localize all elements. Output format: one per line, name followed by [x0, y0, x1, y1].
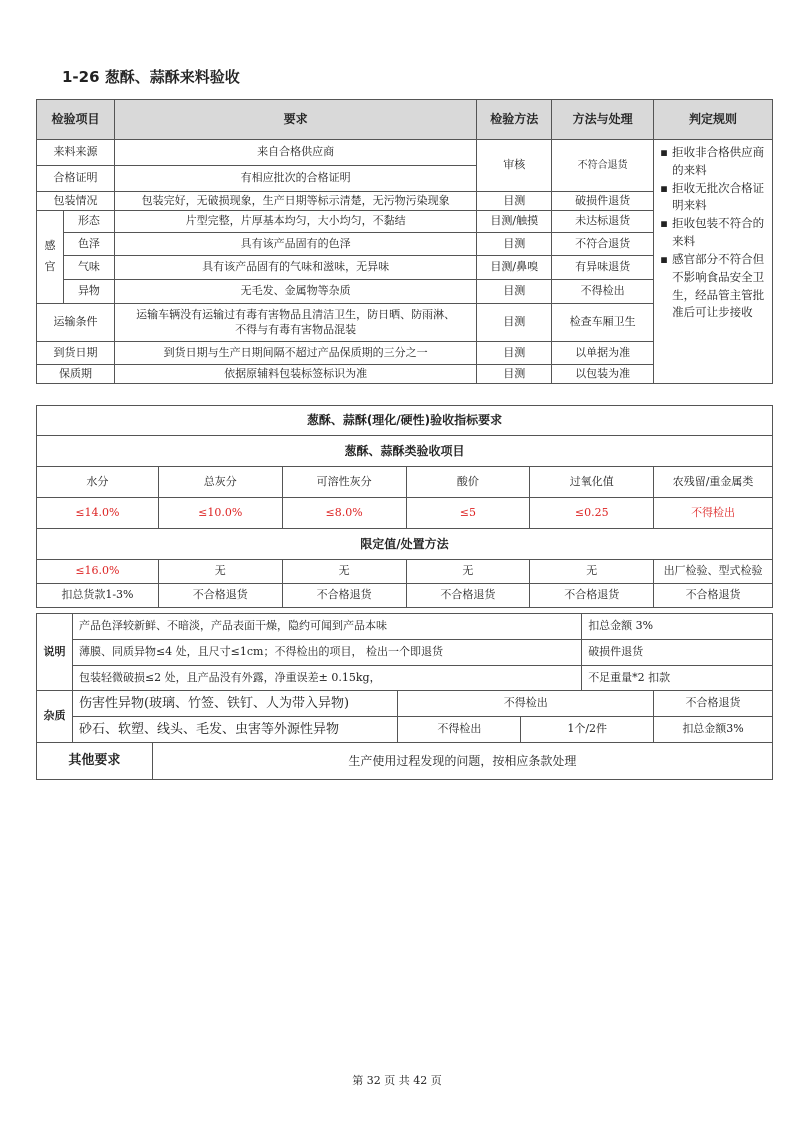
impurity-text: 砂石、软塑、线头、毛发、虫害等外源性异物 [72, 717, 398, 743]
cell-method: 目测 [477, 280, 552, 304]
rule-item: ▪ 拒收非合格供应商的来料 [660, 145, 765, 177]
impurity-result: 不得检出 [398, 691, 654, 717]
requirement-line: 不得与有毒有害物品混装 [235, 322, 357, 336]
cell-item: 来料来源 [37, 140, 115, 166]
cell-handling: 检查车厢卫生 [552, 304, 654, 342]
cell-handling: 不得检出 [552, 280, 654, 304]
indicator-value: ≤5 [406, 498, 530, 529]
action-value: 不合格退货 [158, 584, 282, 608]
rule-item: ▪ 拒收包装不符合的来料 [660, 216, 765, 249]
indicator-value: ≤8.0% [282, 498, 406, 529]
indicator-name: 可溶性灰分 [282, 467, 406, 498]
cell-requirement: 片型完整，片厚基本均匀，大小均匀，不黏结 [114, 211, 476, 233]
cell-requirement: 无毛发、金属物等杂质 [114, 280, 476, 304]
note-row [37, 666, 773, 691]
cell-handling: 以单据为准 [552, 342, 654, 365]
limit-value: 无 [158, 560, 282, 584]
bullet-icon: ▪ [660, 180, 668, 195]
indicator-name: 总灰分 [158, 467, 282, 498]
action-value: 不合格退货 [282, 584, 406, 608]
indicator-value-row [37, 498, 773, 529]
indicator-name: 过氧化值 [530, 467, 654, 498]
header-rule: 判定规则 [654, 100, 773, 140]
limit-value: 出厂检验、型式检验 [654, 560, 773, 584]
rule-item: ▪ 拒收无批次合格证明来料 [660, 180, 765, 213]
note-text: 薄膜、同质异物≤4 处，且尺寸≤1cm；不得检出的项目， 检出一个即退货 [72, 640, 581, 666]
indicator-value: ≤0.25 [530, 498, 654, 529]
limit-value: 无 [530, 560, 654, 584]
cell-item: 运输条件 [37, 304, 115, 342]
indicator-value: ≤10.0% [158, 498, 282, 529]
action-value: 不合格退货 [654, 584, 773, 608]
cell-method: 目测/触摸 [477, 211, 552, 233]
limit-row [37, 560, 773, 584]
indicator-name: 水分 [37, 467, 159, 498]
action-value: 不合格退货 [530, 584, 654, 608]
cell-requirement: 来自合格供应商 [114, 140, 476, 166]
cell-item: 合格证明 [37, 166, 115, 192]
cell-item: 异物 [63, 280, 114, 304]
impurity-count: 1个/2件 [521, 717, 654, 743]
indicator-value: 不得检出 [654, 498, 773, 529]
impurity-row [37, 717, 773, 743]
table-row [37, 140, 773, 166]
cell-item: 到货日期 [37, 342, 115, 365]
cell-requirement [114, 304, 476, 342]
indicator-band-subtitle: 葱酥、蒜酥类验收项目 [37, 436, 773, 467]
bullet-icon: ▪ [660, 216, 668, 231]
cell-item: 包装情况 [37, 192, 115, 211]
cell-requirement: 包装完好，无破损现象，生产日期等标示清楚，无污物污染现象 [114, 192, 476, 211]
header-item: 检验项目 [37, 100, 115, 140]
notes-table [36, 613, 773, 780]
page-footer: 第 32 页 共 42 页 [352, 1074, 442, 1087]
cell-method: 目测 [477, 342, 552, 365]
action-row [37, 584, 773, 608]
impurity-label: 杂质 [37, 691, 73, 743]
page-title: 1-26 葱酥、蒜酥来料验收 [62, 68, 240, 86]
note-row [37, 640, 773, 666]
limit-value: 无 [406, 560, 530, 584]
impurity-action: 扣总金额3% [654, 717, 773, 743]
indicator-value: ≤14.0% [37, 498, 159, 529]
limit-value: 无 [282, 560, 406, 584]
cell-requirement: 有相应批次的合格证明 [114, 166, 476, 192]
judgement-rules [654, 140, 773, 384]
action-value: 扣总货款1-3% [37, 584, 159, 608]
impurity-result: 不得检出 [398, 717, 521, 743]
cell-handling: 不符合退货 [552, 233, 654, 256]
note-result: 不足重量*2 扣款 [582, 666, 773, 691]
indicator-band-title: 葱酥、蒜酥(理化/硬性)验收指标要求 [37, 406, 773, 436]
sense-label: 感官 [37, 211, 64, 304]
indicator-name: 酸价 [406, 467, 530, 498]
cell-method: 审核 [477, 140, 552, 192]
cell-method: 目测/鼻嗅 [477, 256, 552, 280]
note-row [37, 614, 773, 640]
note-text: 包装轻微破损≤2 处，且产品没有外露，净重误差± 0.15kg， [72, 666, 581, 691]
limit-band-title: 限定值/处置方法 [37, 529, 773, 560]
note-result: 破损件退货 [582, 640, 773, 666]
header-handling: 方法与处理 [552, 100, 654, 140]
header-requirement: 要求 [114, 100, 476, 140]
cell-method: 目测 [477, 192, 552, 211]
cell-method: 目测 [477, 233, 552, 256]
header-method: 检验方法 [477, 100, 552, 140]
cell-handling: 破损件退货 [552, 192, 654, 211]
cell-item: 形态 [63, 211, 114, 233]
other-text: 生产使用过程发现的问题，按相应条款处理 [152, 743, 772, 780]
cell-requirement: 具有该产品固有的气味和滋味，无异味 [114, 256, 476, 280]
cell-item: 色泽 [63, 233, 114, 256]
bullet-icon: ▪ [660, 145, 668, 159]
notes-label: 说明 [37, 614, 73, 691]
cell-requirement: 依据原辅料包装标签标识为准 [114, 365, 476, 384]
indicator-table [36, 405, 773, 608]
cell-item: 气味 [63, 256, 114, 280]
other-row [37, 743, 773, 780]
cell-requirement: 到货日期与生产日期间隔不超过产品保质期的三分之一 [114, 342, 476, 365]
impurity-text: 伤害性异物(玻璃、竹签、铁钉、人为带入异物) [72, 691, 398, 717]
cell-handling: 以包装为准 [552, 365, 654, 384]
limit-value: ≤16.0% [37, 560, 159, 584]
cell-handling: 未达标退货 [552, 211, 654, 233]
rule-item: ▪ 感官部分不符合但不影响食品安全卫生，经品管主管批准后可让步接收 [660, 251, 765, 320]
note-result: 扣总金额 3% [582, 614, 773, 640]
action-value: 不合格退货 [406, 584, 530, 608]
other-label: 其他要求 [37, 743, 153, 780]
cell-method: 目测 [477, 304, 552, 342]
requirement-line: 运输车辆没有运输过有毒有害物品且清洁卫生，防日晒、防雨淋、 [136, 307, 456, 321]
note-text: 产品色泽较新鲜、不暗淡，产品表面干燥，隐约可闻到产品本味 [72, 614, 581, 640]
impurity-row [37, 691, 773, 717]
cell-item: 保质期 [37, 365, 115, 384]
cell-requirement: 具有该产品固有的色泽 [114, 233, 476, 256]
bullet-icon: ▪ [660, 251, 668, 266]
impurity-action: 不合格退货 [654, 691, 773, 717]
indicator-name: 农残留/重金属类 [654, 467, 773, 498]
inspection-table [36, 99, 773, 384]
cell-handling: 有异味退货 [552, 256, 654, 280]
indicator-name-row [37, 467, 773, 498]
cell-handling: 不符合退货 [552, 140, 654, 192]
cell-method: 目测 [477, 365, 552, 384]
